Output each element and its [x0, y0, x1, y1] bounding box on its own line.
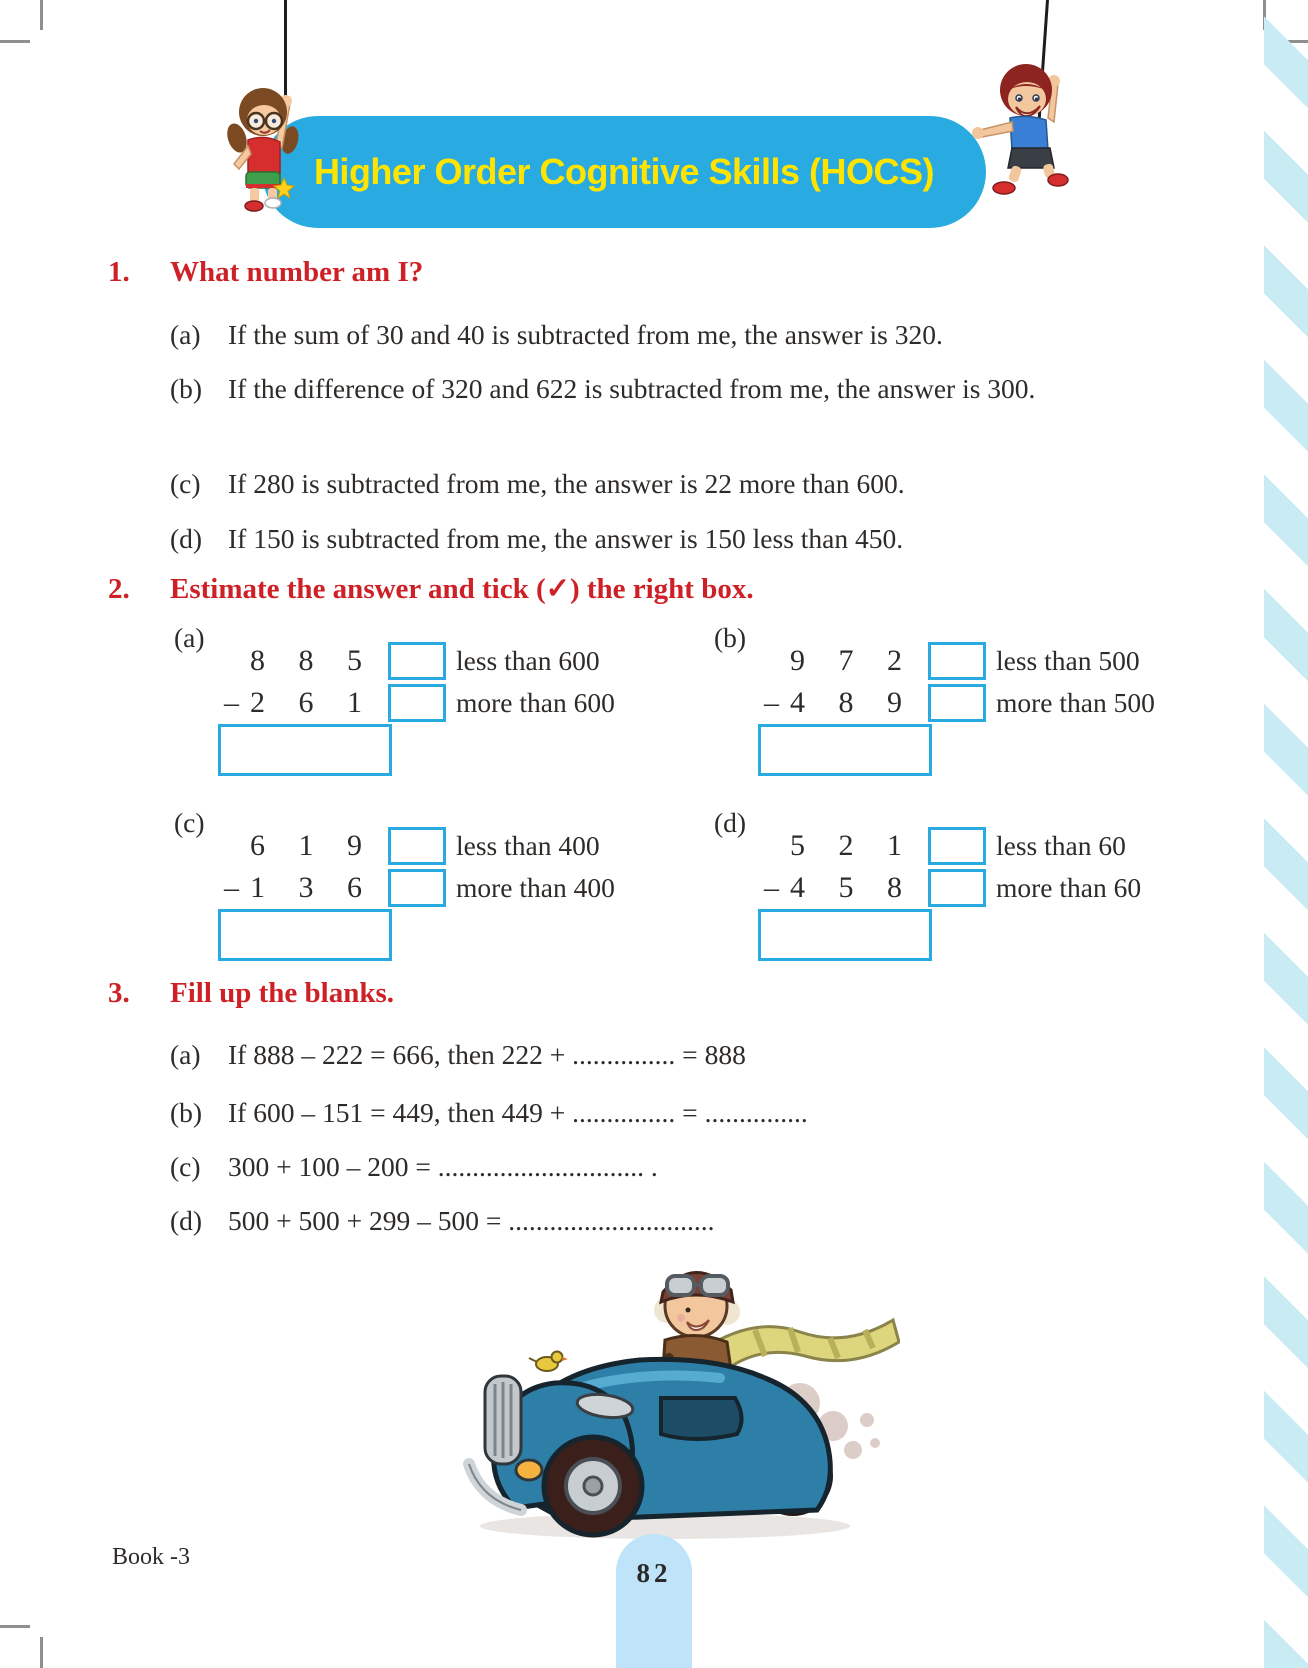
boy-climbing-illustration: [960, 58, 1112, 202]
tick-box-more[interactable]: [928, 869, 986, 907]
tick-box-more[interactable]: [388, 684, 446, 722]
crop-mark-bottom-left-v: [40, 1637, 43, 1668]
decorative-stripe-border: [1264, 0, 1308, 1668]
answer-box[interactable]: [758, 724, 932, 776]
question-1-item-a: (a) If the sum of 30 and 40 is subtracted from me, the answer is 320.: [170, 319, 943, 350]
subtrahend: 4 5 8: [790, 871, 902, 904]
question-3-title: Fill up the blanks.: [170, 977, 395, 1009]
question-1-item-b: (b) If the difference of 320 and 622 is subtracted from me, the answer is 300.: [170, 373, 1036, 404]
crop-mark-top-left-h: [0, 40, 30, 43]
question-2-heading: [108, 571, 754, 606]
tick-box-more[interactable]: [388, 869, 446, 907]
minuend: 8 8 5: [250, 644, 362, 677]
question-3-heading: [108, 977, 394, 1010]
subtrahend: 4 8 9: [790, 686, 902, 719]
answer-box[interactable]: [218, 909, 392, 961]
minus-sign: –: [224, 871, 239, 904]
fill-blank-line[interactable]: 500 + 500 + 299 – 500 = ..............................: [228, 1205, 715, 1236]
question-1-item-c: (c) If 280 is subtracted from me, the answer is 22 more than 600.: [170, 468, 905, 499]
crop-mark-top-left-v: [40, 0, 43, 30]
question-3-number: 3.: [108, 977, 130, 1009]
subtrahend: 2 6 1: [250, 686, 362, 719]
fill-blank-line[interactable]: If 888 – 222 = 666, then 222 + ............... = 888: [228, 1039, 746, 1070]
subtraction-problem-d: (d) 5 2 1 less than 60 – 4 5 8 more than 60: [706, 805, 1246, 975]
question-1-heading: [108, 256, 423, 289]
question-3-item-b: (b) If 600 – 151 = 449, then 449 + ............... = ...............: [170, 1090, 1138, 1135]
tick-box-less[interactable]: [388, 642, 446, 680]
minus-sign: –: [224, 686, 239, 719]
question-1-number: 1.: [108, 256, 130, 288]
fill-blank-line[interactable]: If 600 – 151 = 449, then 449 + ............... = ...............: [228, 1097, 808, 1128]
girl-climbing-illustration: [224, 82, 310, 214]
tick-box-less[interactable]: [928, 642, 986, 680]
page-number-tab: [616, 1534, 692, 1668]
question-3-item-d: (d) 500 + 500 + 299 – 500 = ..............................: [170, 1198, 1138, 1243]
answer-box[interactable]: [218, 724, 392, 776]
tick-box-less[interactable]: [928, 827, 986, 865]
book-label: Book -3: [112, 1544, 190, 1570]
page-number: 82: [636, 1558, 672, 1588]
tick-box-less[interactable]: [388, 827, 446, 865]
question-2-number: 2.: [108, 573, 130, 605]
car-driver-illustration: [455, 1248, 900, 1543]
question-1-title: What number am I?: [170, 256, 424, 288]
answer-box[interactable]: [758, 909, 932, 961]
subtraction-problem-c: (c) 6 1 9 less than 400 – 1 3 6 more than 400: [166, 805, 706, 975]
minuend: 9 7 2: [790, 644, 902, 677]
crop-mark-bottom-left-h: [0, 1625, 30, 1628]
question-3-item-c: (c) 300 + 100 – 200 = .............................. .: [170, 1144, 1138, 1189]
minus-sign: –: [764, 871, 779, 904]
fill-blank-line[interactable]: 300 + 100 – 200 = .............................. .: [228, 1151, 658, 1182]
minuend: 5 2 1: [790, 829, 902, 862]
subtraction-problem-b: (b) 9 7 2 less than 500 – 4 8 9 more than 500: [706, 620, 1246, 790]
subtraction-problem-a: (a) 8 8 5 less than 600 – 2 6 1 more than 600: [166, 620, 706, 790]
subtrahend: 1 3 6: [250, 871, 362, 904]
minus-sign: –: [764, 686, 779, 719]
minuend: 6 1 9: [250, 829, 362, 862]
question-1-item-d: (d) If 150 is subtracted from me, the answer is 150 less than 450.: [170, 523, 904, 554]
question-2-title: Estimate the answer and tick (✓) the right box.: [170, 573, 754, 605]
title-banner: [262, 116, 986, 228]
tick-box-more[interactable]: [928, 684, 986, 722]
page-title: Higher Order Cognitive Skills (HOCS): [313, 151, 935, 192]
question-3-item-a: (a) If 888 – 222 = 666, then 222 + ............... = 888: [170, 1032, 1138, 1077]
